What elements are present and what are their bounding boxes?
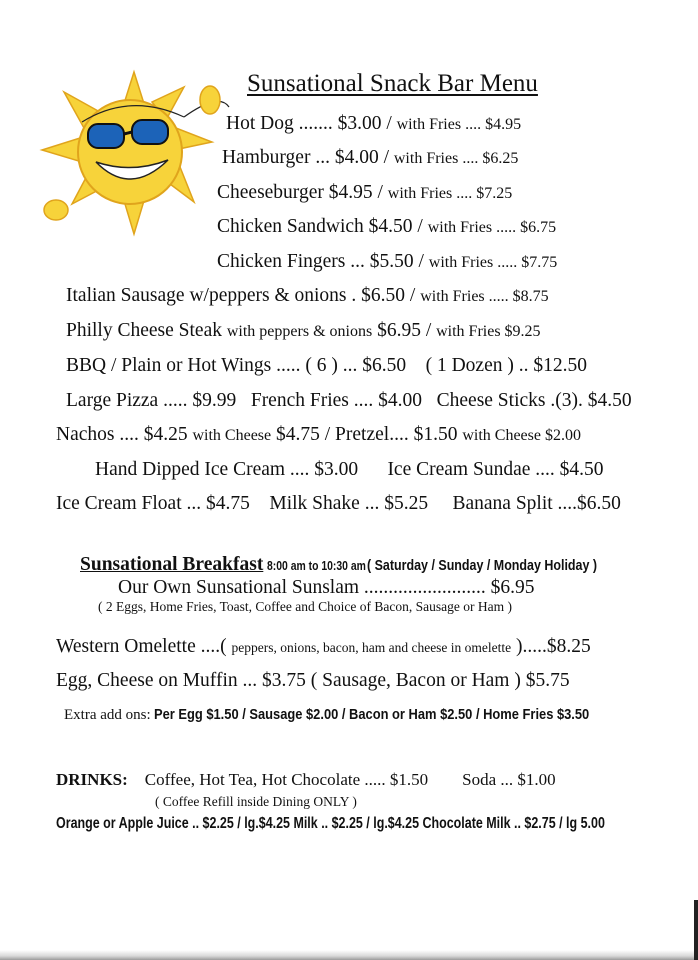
menu-title: Sunsational Snack Bar Menu <box>247 70 538 97</box>
menu-line-philly: Philly Cheese Steak with peppers & onions $6.95 / with Fries $9.25 <box>66 320 541 341</box>
menu-line-icecream: Hand Dipped Ice Cream .... $3.00 Ice Cream Sundae .... $4.50 <box>95 459 604 480</box>
menu-line-pizza: Large Pizza ..... $9.99 French Fries .... $4.00 Cheese Sticks .(3). $4.50 <box>66 390 632 411</box>
menu-line-hamburger: Hamburger ... $4.00 / with Fries .... $6.25 <box>222 147 519 168</box>
scan-edge-right <box>694 900 698 960</box>
breakfast-muffin: Egg, Cheese on Muffin ... $3.75 ( Sausage, Bacon or Ham ) $5.75 <box>56 670 570 691</box>
menu-line-hotdog: Hot Dog ....... $3.00 / with Fries .... $4.95 <box>226 113 522 134</box>
sun-mascot-icon <box>34 62 234 242</box>
drinks-cold: Orange or Apple Juice .. $2.25 / lg.$4.25 Milk .. $2.25 / lg.$4.25 Chocolate Milk .. $2.75 / lg 5.00 <box>56 815 605 832</box>
breakfast-sunslam-desc: ( 2 Eggs, Home Fries, Toast, Coffee and Choice of Bacon, Sausage or Ham ) <box>98 599 512 614</box>
breakfast-omelette: Western Omelette ....( peppers, onions, bacon, ham and cheese in omelette ).....$8.25 <box>56 636 591 657</box>
menu-line-float: Ice Cream Float ... $4.75 Milk Shake ... $5.25 Banana Split ....$6.50 <box>56 493 621 514</box>
scan-edge <box>0 950 698 960</box>
breakfast-header: Sunsational Breakfast 8:00 am to 10:30 am ( Saturday / Sunday / Monday Holiday ) <box>80 554 598 575</box>
menu-line-italian-sausage: Italian Sausage w/peppers & onions . $6.50 / with Fries ..... $8.75 <box>66 285 549 306</box>
menu-line-chicken-sandwich: Chicken Sandwich $4.50 / with Fries ..... $6.75 <box>217 216 557 237</box>
drinks-refill-note: ( Coffee Refill inside Dining ONLY ) <box>155 794 357 809</box>
drinks-hot: DRINKS: Coffee, Hot Tea, Hot Chocolate ..... $1.50 Soda ... $1.00 <box>56 770 556 789</box>
menu-line-cheeseburger: Cheeseburger $4.95 / with Fries .... $7.25 <box>217 182 513 203</box>
menu-line-wings: BBQ / Plain or Hot Wings ..... ( 6 ) ... $6.50 ( 1 Dozen ) .. $12.50 <box>66 355 587 376</box>
breakfast-sunslam: Our Own Sunsational Sunslam ......................... $6.95 <box>118 577 535 598</box>
breakfast-extras: Extra add ons: Per Egg $1.50 / Sausage $2.00 / Bacon or Ham $2.50 / Home Fries $3.50 <box>64 706 590 723</box>
menu-line-chicken-fingers: Chicken Fingers ... $5.50 / with Fries ..... $7.75 <box>217 251 558 272</box>
menu-line-nachos: Nachos .... $4.25 with Cheese $4.75 / Pretzel.... $1.50 with Cheese $2.00 <box>56 424 581 445</box>
